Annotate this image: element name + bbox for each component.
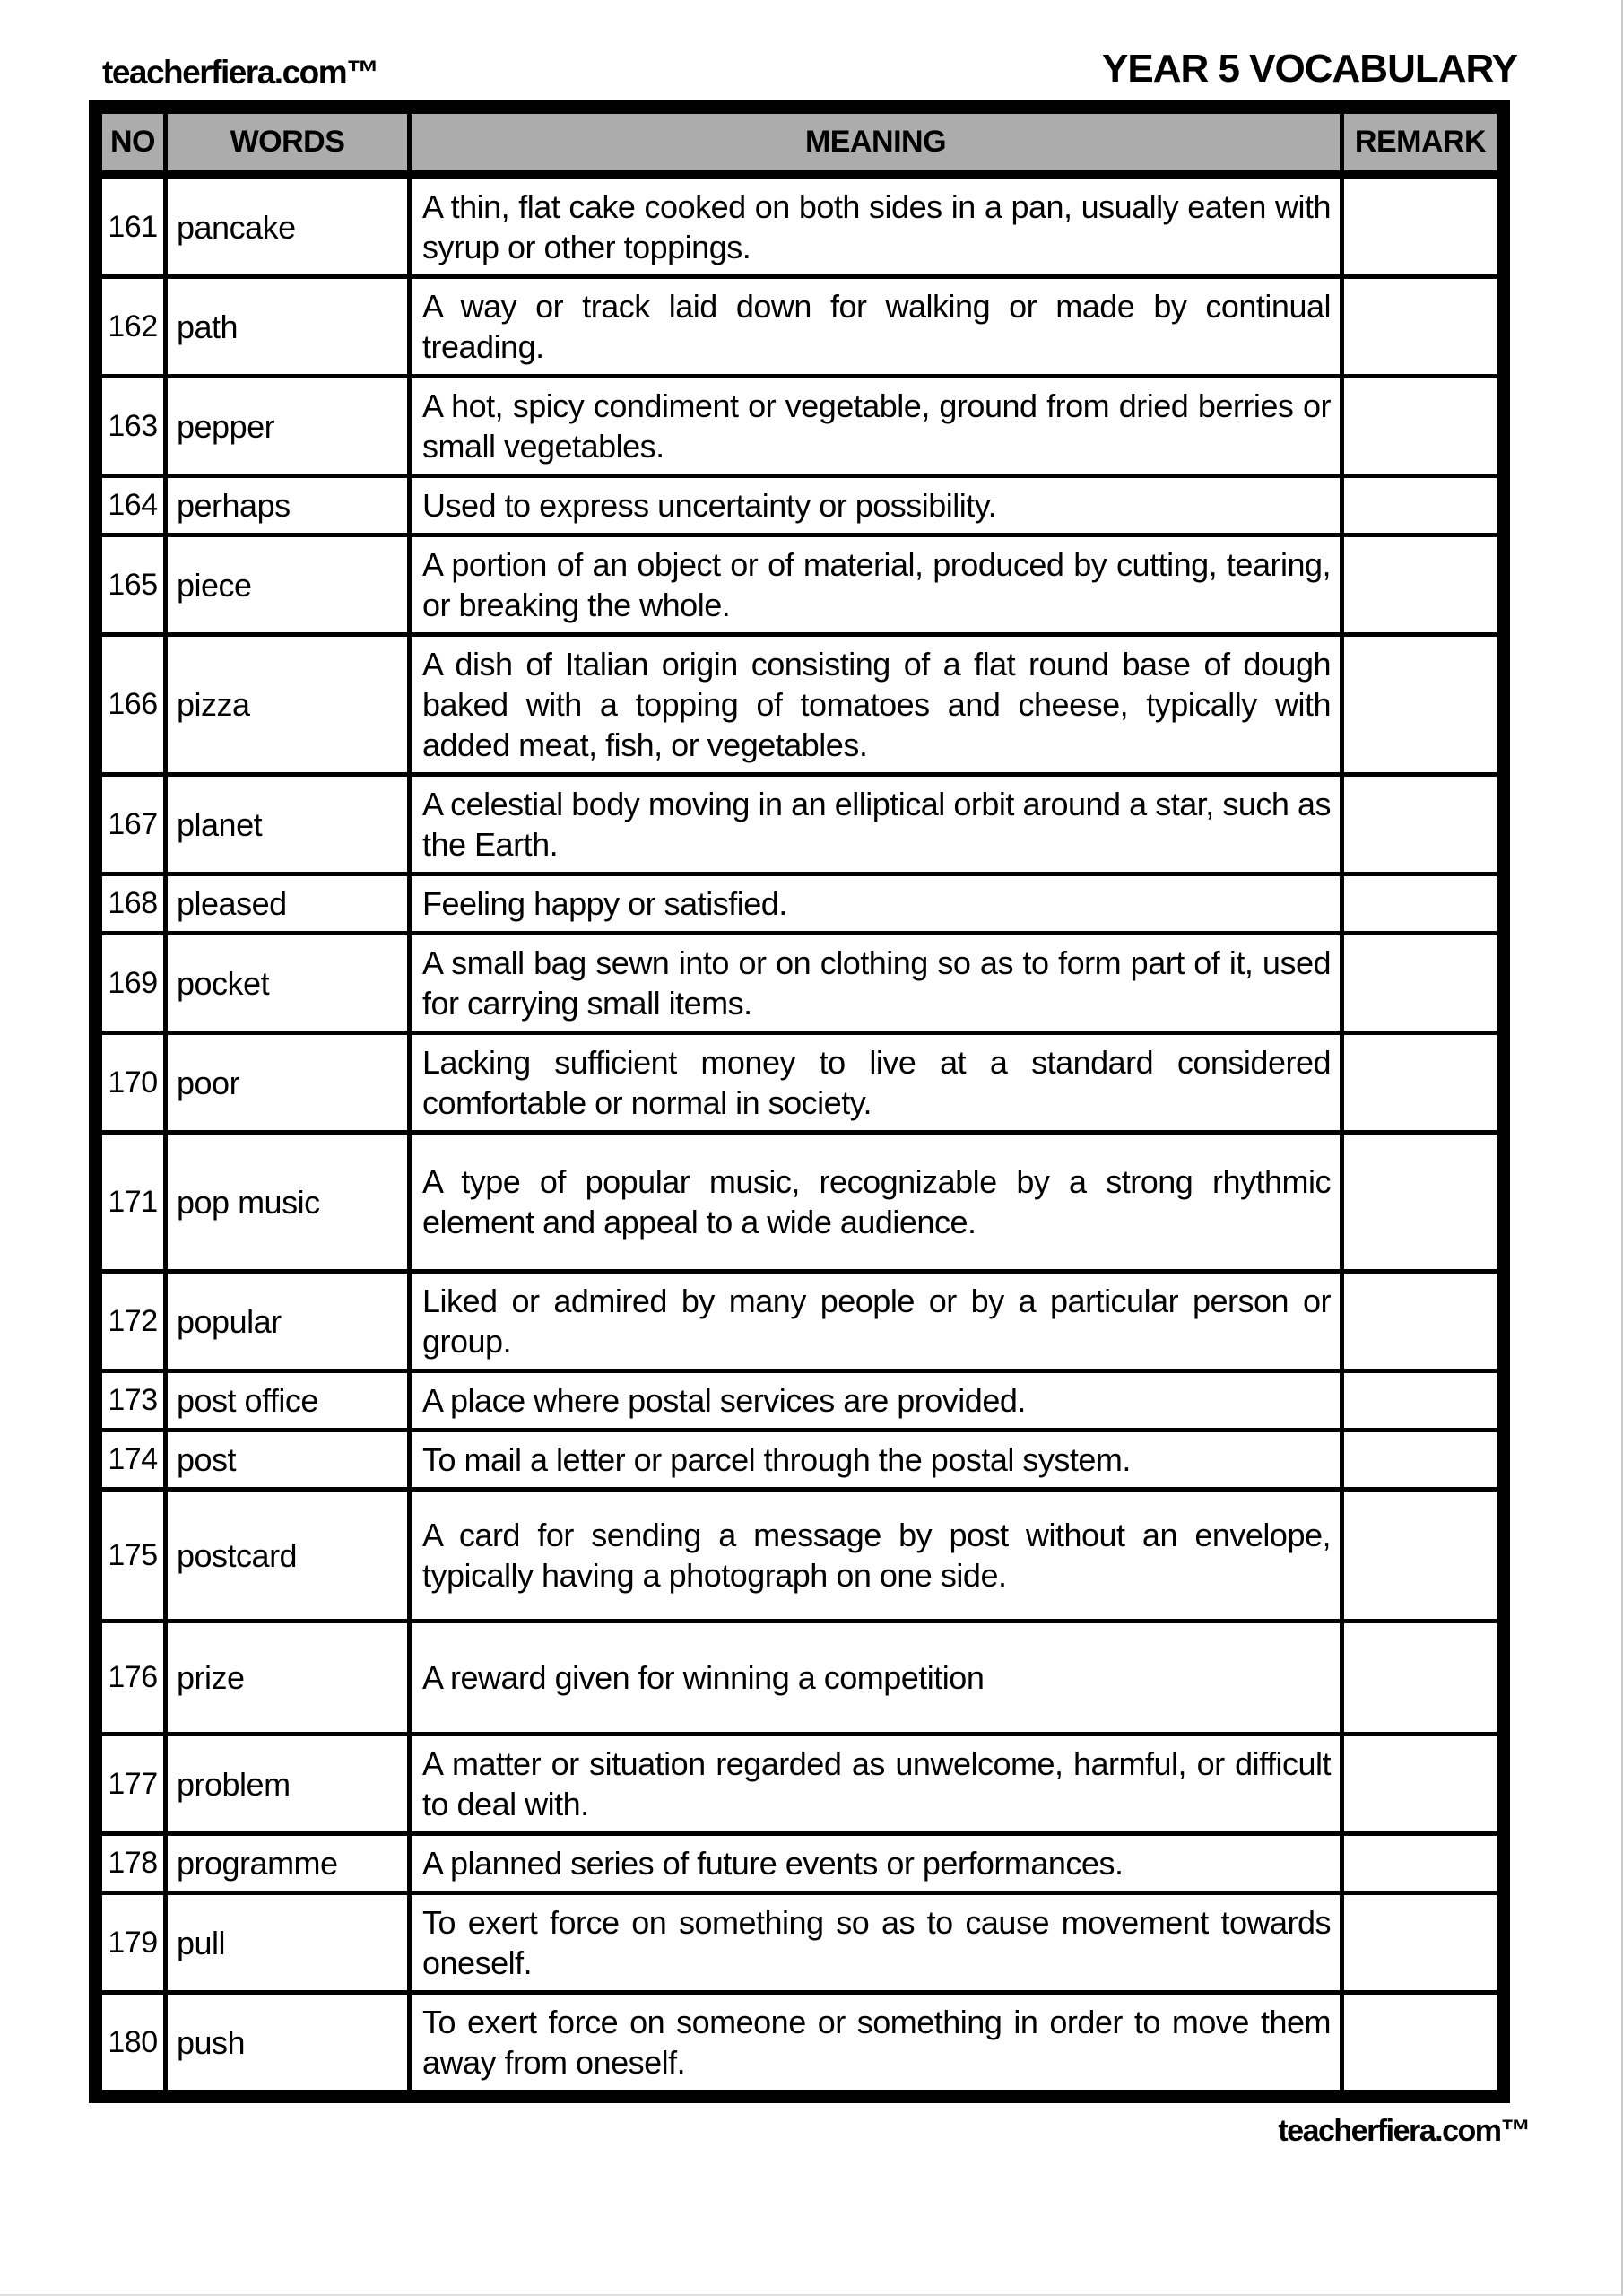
cell-word: post office: [166, 1371, 410, 1431]
cell-no: 168: [96, 874, 166, 934]
brand-logo-bottom: teacherfiera.com™: [1278, 2114, 1530, 2148]
cell-meaning: A thin, flat cake cooked on both sides in a pan, usually eaten with syrup or other toppings.: [410, 175, 1342, 277]
table-row: [96, 1893, 1504, 1993]
table-row: [96, 1133, 1504, 1272]
cell-no: 164: [96, 476, 166, 535]
table-row: [96, 1490, 1504, 1622]
cell-meaning: A portion of an object or of material, produced by cutting, tearing, or breaking the whole.: [410, 535, 1342, 635]
table-row: [96, 476, 1504, 535]
table-row: [96, 775, 1504, 874]
cell-no: 175: [96, 1490, 166, 1622]
cell-word: planet: [166, 775, 410, 874]
cell-no: 173: [96, 1371, 166, 1431]
cell-meaning: A planned series of future events or performances.: [410, 1834, 1342, 1893]
cell-remark: [1342, 1371, 1504, 1431]
cell-word: prize: [166, 1622, 410, 1735]
cell-meaning: A matter or situation regarded as unwelcome, harmful, or difficult to deal with.: [410, 1735, 1342, 1834]
col-header-no: NO: [96, 108, 166, 176]
vocabulary-table: [89, 100, 1510, 2103]
table-row: [96, 1735, 1504, 1834]
cell-word: pepper: [166, 377, 410, 476]
cell-no: 174: [96, 1431, 166, 1490]
cell-remark: [1342, 535, 1504, 635]
cell-remark: [1342, 1834, 1504, 1893]
table-row: [96, 535, 1504, 635]
cell-remark: [1342, 1735, 1504, 1834]
cell-remark: [1342, 377, 1504, 476]
cell-no: 170: [96, 1033, 166, 1133]
cell-remark: [1342, 934, 1504, 1033]
table-row: [96, 874, 1504, 934]
cell-word: pleased: [166, 874, 410, 934]
cell-word: push: [166, 1993, 410, 2097]
cell-no: 172: [96, 1272, 166, 1371]
cell-no: 167: [96, 775, 166, 874]
table-row: [96, 1993, 1504, 2097]
page-title: YEAR 5 VOCABULARY: [1102, 47, 1517, 91]
cell-remark: [1342, 775, 1504, 874]
cell-remark: [1342, 1033, 1504, 1133]
cell-word: pancake: [166, 175, 410, 277]
cell-meaning: A small bag sewn into or on clothing so as to form part of it, used for carrying small items.: [410, 934, 1342, 1033]
cell-word: poor: [166, 1033, 410, 1133]
cell-meaning: A celestial body moving in an elliptical orbit around a star, such as the Earth.: [410, 775, 1342, 874]
cell-remark: [1342, 1490, 1504, 1622]
cell-remark: [1342, 1993, 1504, 2097]
cell-word: programme: [166, 1834, 410, 1893]
cell-remark: [1342, 476, 1504, 535]
cell-meaning: A dish of Italian origin consisting of a flat round base of dough baked with a topping of tomatoes and cheese, typically with added meat, fish, or vegetables.: [410, 635, 1342, 775]
cell-word: problem: [166, 1735, 410, 1834]
table-header-row: [96, 108, 1504, 176]
cell-no: 169: [96, 934, 166, 1033]
table-row: [96, 377, 1504, 476]
cell-word: post: [166, 1431, 410, 1490]
cell-meaning: A card for sending a message by post without an envelope, typically having a photograph on one side.: [410, 1490, 1342, 1622]
cell-remark: [1342, 874, 1504, 934]
cell-word: path: [166, 277, 410, 377]
cell-no: 178: [96, 1834, 166, 1893]
cell-remark: [1342, 1272, 1504, 1371]
cell-no: 165: [96, 535, 166, 635]
table-row: [96, 1272, 1504, 1371]
cell-remark: [1342, 1133, 1504, 1272]
table-row: [96, 175, 1504, 277]
cell-no: 163: [96, 377, 166, 476]
cell-meaning: Feeling happy or satisfied.: [410, 874, 1342, 934]
page-header: [89, 47, 1532, 100]
cell-no: 179: [96, 1893, 166, 1993]
cell-word: pop music: [166, 1133, 410, 1272]
cell-no: 177: [96, 1735, 166, 1834]
table-row: [96, 277, 1504, 377]
table-row: [96, 934, 1504, 1033]
brand-logo-top: teacherfiera.com™: [102, 54, 378, 91]
cell-remark: [1342, 277, 1504, 377]
table-row: [96, 1431, 1504, 1490]
cell-meaning: To mail a letter or parcel through the postal system.: [410, 1431, 1342, 1490]
cell-no: 162: [96, 277, 166, 377]
vocab-table-body: [96, 175, 1504, 2097]
page-footer: [89, 2103, 1532, 2149]
cell-meaning: A way or track laid down for walking or made by continual treading.: [410, 277, 1342, 377]
cell-no: 166: [96, 635, 166, 775]
cell-meaning: A place where postal services are provided.: [410, 1371, 1342, 1431]
cell-meaning: A reward given for winning a competition: [410, 1622, 1342, 1735]
cell-word: pocket: [166, 934, 410, 1033]
cell-word: postcard: [166, 1490, 410, 1622]
cell-meaning: Liked or admired by many people or by a particular person or group.: [410, 1272, 1342, 1371]
cell-no: 171: [96, 1133, 166, 1272]
table-row: [96, 1033, 1504, 1133]
cell-no: 180: [96, 1993, 166, 2097]
col-header-remark: REMARK: [1342, 108, 1504, 176]
cell-word: pizza: [166, 635, 410, 775]
col-header-meaning: MEANING: [410, 108, 1342, 176]
cell-word: pull: [166, 1893, 410, 1993]
cell-remark: [1342, 1431, 1504, 1490]
cell-meaning: A hot, spicy condiment or vegetable, ground from dried berries or small vegetables.: [410, 377, 1342, 476]
cell-meaning: Lacking sufficient money to live at a standard considered comfortable or normal in society.: [410, 1033, 1342, 1133]
table-row: [96, 1834, 1504, 1893]
table-row: [96, 1371, 1504, 1431]
table-row: [96, 635, 1504, 775]
col-header-words: WORDS: [166, 108, 410, 176]
cell-remark: [1342, 175, 1504, 277]
cell-remark: [1342, 1622, 1504, 1735]
cell-meaning: To exert force on someone or something in order to move them away from oneself.: [410, 1993, 1342, 2097]
cell-remark: [1342, 1893, 1504, 1993]
cell-remark: [1342, 635, 1504, 775]
cell-meaning: Used to express uncertainty or possibility.: [410, 476, 1342, 535]
cell-no: 176: [96, 1622, 166, 1735]
cell-word: popular: [166, 1272, 410, 1371]
cell-meaning: To exert force on something so as to cause movement towards oneself.: [410, 1893, 1342, 1993]
cell-no: 161: [96, 175, 166, 277]
cell-word: perhaps: [166, 476, 410, 535]
table-row: [96, 1622, 1504, 1735]
cell-word: piece: [166, 535, 410, 635]
cell-meaning: A type of popular music, recognizable by a strong rhythmic element and appeal to a wide audience.: [410, 1133, 1342, 1272]
